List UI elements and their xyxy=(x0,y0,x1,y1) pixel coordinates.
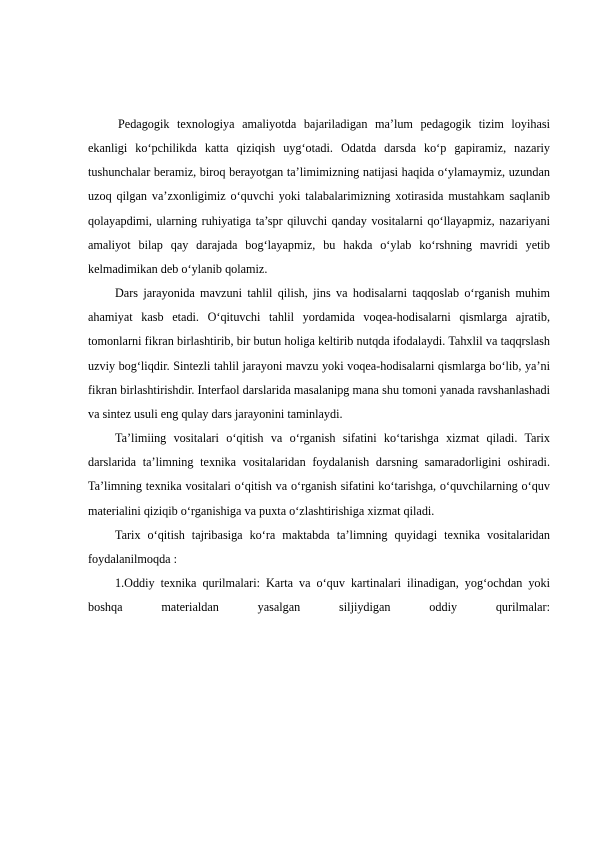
paragraph-pedagogik-texnologiya: Pedagogik texnologiya amaliyotda bajariladigan ma’lum pedagogik tizim loyihasi ekanligi ko‘pchilikda katta qiziqish uyg‘otadi. Odatda darsda ko‘p gapiramiz, nazariy tushunchalar beramiz, biroq berayotgan ta’limimizning natijasi haqida o‘ylamaymiz, uzundan uzoq qilgan va’zxonligimiz o‘quvchi yoki talabalarimizning xotirasida mustahkam saqlanib qolayapdimi, ularning ruhiyatiga ta’spr qiluvchi qanday vositalarni qo‘llayapmiz, nazariyani amaliyot bilap qay darajada bog‘layapmiz, bu hakda o‘ylab ko‘rshning mavridi yetib kelmadimikan deb o‘ylanib qolamiz. xyxy=(88,117,550,276)
paragraph-talim-vositalari: Ta’limiing vositalari o‘qitish va o‘rganish sifatini ko‘tarishga xizmat qiladi. Tarix darslarida ta’limning texnika vositalaridan foydalanish darsning samaradorligini oshiradi. Ta’limning texnika vositalari o‘qitish va o‘rganish sifatini ko‘tarishga, o‘quvchilarning o‘quv materialini qiziqib o‘rganishiga va puxta o‘zlashtirishiga xizmat qiladi. xyxy=(88,431,550,518)
paragraph-oddiy-texnika: 1.Oddiy texnika qurilmalari: Karta va o‘quv kartinalari ilinadigan, yog‘ochdan yoki boshqa materialdan yasalgan siljiydigan oddiy qurilmalar: xyxy=(88,575,550,615)
document-page xyxy=(88,112,550,619)
paragraph-dars-jarayonida: Dars jarayonida mavzuni tahlil qilish, jins va hodisalarni taqqoslab o‘rganish muhim ahamiyat kasb etadi. O‘qituvchi tahlil yordamida voqea-hodisalarni qismlarga ajratib, tomonlarni fikran birlashtirib, bir butun holiga keltirib nutqda ifodalaydi. Tahxlil va taqqrslash uzviy bog‘liqdir. Sintezli tahlil jarayoni mavzu yoki voqea-hodisalarni qismlarga bo‘lib, ya’ni fikran birlashtirishdir. Interfaol darslarida masalanipg mana shu tomoni yanada ravshanlashadi va sintez usuli eng qulay dars jarayonini taminlaydi. xyxy=(88,286,550,421)
paragraph-tarix-oqitish: Tarix o‘qitish tajribasiga ko‘ra maktabda ta’limning quyidagi texnika vositalaridan foydalanilmoqda : xyxy=(88,527,550,566)
